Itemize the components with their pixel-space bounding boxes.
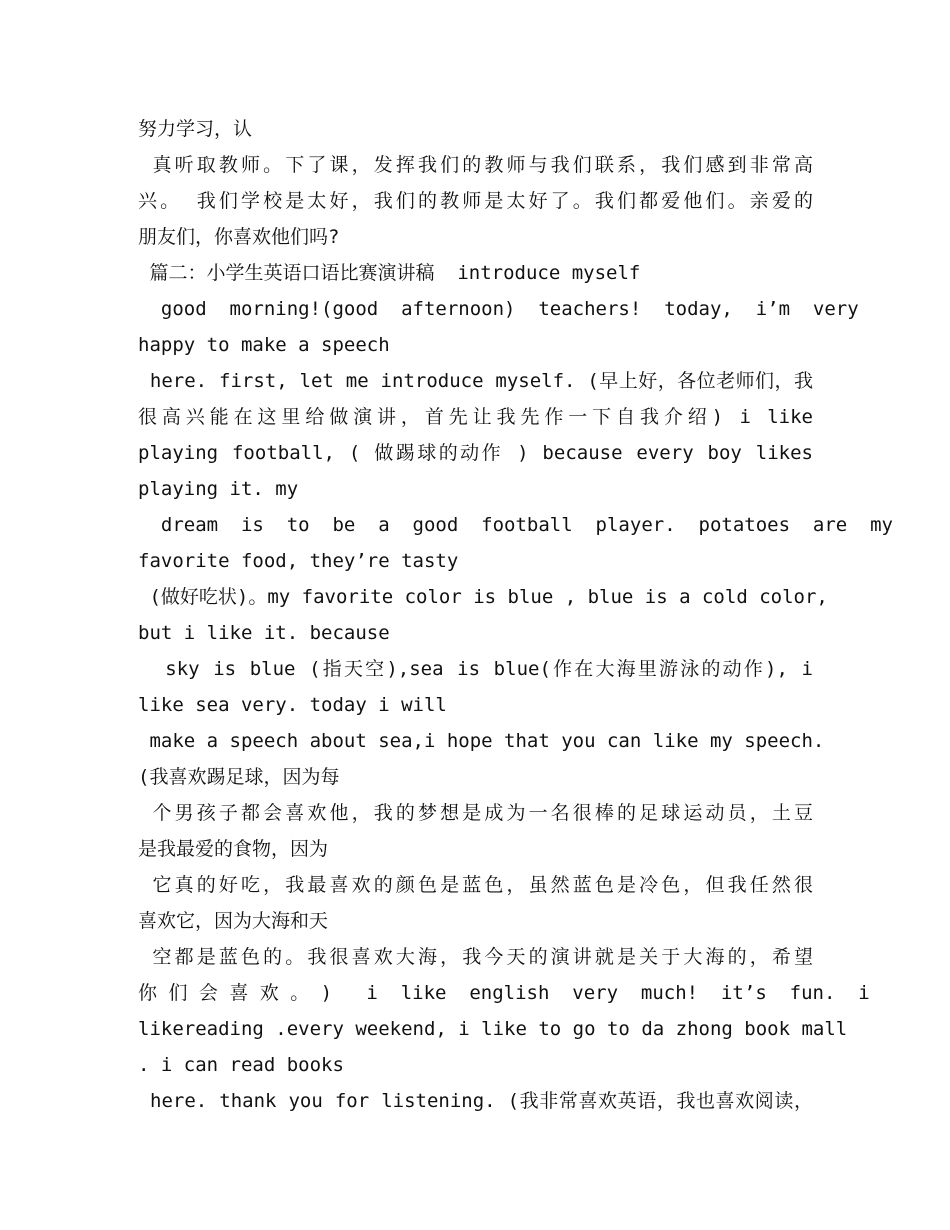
text-line: 你 们 会 喜 欢 。 ) i like english very much! it’s fun. i xyxy=(138,982,870,1004)
text-line: sky is blue (指天空),sea is blue(作在大海里游泳的动作), i xyxy=(138,658,813,680)
text-line: 它真的好吃，我最喜欢的颜色是蓝色，虽然蓝色是冷色，但我任然很 xyxy=(138,874,813,896)
text-line: but i like it. because xyxy=(138,622,390,644)
text-line: happy to make a speech xyxy=(138,334,390,356)
text-line: 喜欢它，因为大海和天 xyxy=(138,910,329,932)
text-line: (我喜欢踢足球，因为每 xyxy=(138,766,340,788)
text-line: favorite food, they’re tasty xyxy=(138,550,459,572)
text-line: . i can read books xyxy=(138,1054,344,1076)
text-line: 个男孩子都会喜欢他，我的梦想是成为一名很棒的足球运动员，土豆 xyxy=(138,802,813,824)
text-line: here. first, let me introduce myself. (早上好，各位老师们，我 xyxy=(138,370,813,392)
text-line: 很高兴能在这里给做演讲，首先让我先作一下自我介绍) i like xyxy=(138,406,813,428)
text-line: 努力学习，认 xyxy=(138,118,253,140)
text-line: playing it. my xyxy=(138,478,299,500)
text-line: good morning!(good afternoon) teachers! today, i’m very xyxy=(138,298,859,320)
section-heading: 篇二：小学生英语口语比赛演讲稿 introduce myself xyxy=(138,262,641,284)
text-line: (做好吃状)。my favorite color is blue , blue is a cold color, xyxy=(138,586,828,608)
text-line: make a speech about sea,i hope that you can like my speech. xyxy=(138,730,825,752)
text-line: like sea very. today i will xyxy=(138,694,447,716)
text-line: dream is to be a good football player. potatoes are my xyxy=(138,514,893,536)
text-line: 朋友们，你喜欢他们吗? xyxy=(138,226,340,248)
text-line: 真听取教师。下了课，发挥我们的教师与我们联系，我们感到非常高 xyxy=(138,154,813,176)
text-line: here. thank you for listening. (我非常喜欢英语，我也喜欢阅读， xyxy=(138,1090,813,1112)
text-line: 是我最爱的食物，因为 xyxy=(138,838,329,860)
text-line: 空都是蓝色的。我很喜欢大海，我今天的演讲就是关于大海的，希望 xyxy=(138,946,813,968)
text-line: likereading .every weekend, i like to go to da zhong book mall xyxy=(138,1018,848,1040)
text-line: 兴。 我们学校是太好，我们的教师是太好了。我们都爱他们。亲爱的 xyxy=(138,190,813,212)
text-line: playing football, ( 做踢球的动作 ) because every boy likes xyxy=(138,442,813,464)
